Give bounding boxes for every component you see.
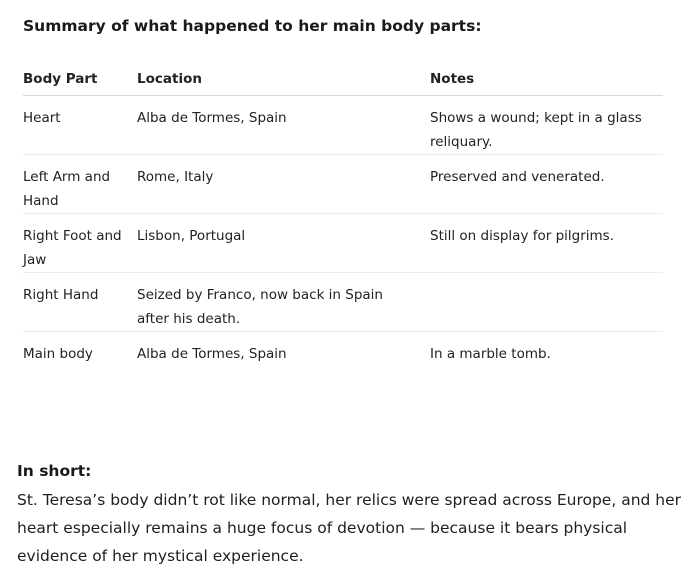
location-cell: Alba de Tormes, Spain: [137, 96, 430, 155]
column-header-location: Location: [137, 63, 430, 96]
section-heading: Summary of what happened to her main body parts:: [23, 17, 482, 35]
location-cell: Seized by Franco, now back in Spain after his death.: [137, 273, 430, 332]
table-header-row: [23, 63, 663, 96]
location-cell: Alba de Tormes, Spain: [137, 346, 287, 362]
body-part-cell: Main body: [23, 346, 93, 362]
body-part-cell: Left Arm and Hand: [23, 155, 137, 214]
table-row: [23, 273, 663, 332]
summary-paragraph: St. Teresa’s body didn’t rot like normal, her relics were spread across Europe, and her heart especially remains a huge focus of devotion — because it bears physical evidence of her mystical experience.: [17, 491, 682, 565]
column-header-notes: Notes: [430, 63, 663, 96]
notes-cell: In a marble tomb.: [430, 346, 551, 362]
body-part-cell: Right Hand: [23, 273, 137, 332]
location-cell: Rome, Italy: [137, 155, 430, 214]
column-header-body-part: Body Part: [23, 63, 137, 96]
summary-label: In short:: [17, 462, 92, 480]
table-row: [23, 155, 663, 214]
body-part-cell: Heart: [23, 96, 137, 155]
notes-cell: Preserved and venerated.: [430, 155, 663, 214]
table-row: [23, 96, 663, 155]
table-row: [23, 214, 663, 273]
location-cell: Lisbon, Portugal: [137, 214, 430, 273]
body-part-cell: Right Foot and Jaw: [23, 214, 137, 273]
table-row: [23, 332, 663, 390]
body-parts-table: [23, 63, 663, 390]
notes-cell: Still on display for pilgrims.: [430, 214, 663, 273]
notes-cell: [430, 273, 663, 332]
notes-cell: Shows a wound; kept in a glass reliquary.: [430, 96, 663, 155]
